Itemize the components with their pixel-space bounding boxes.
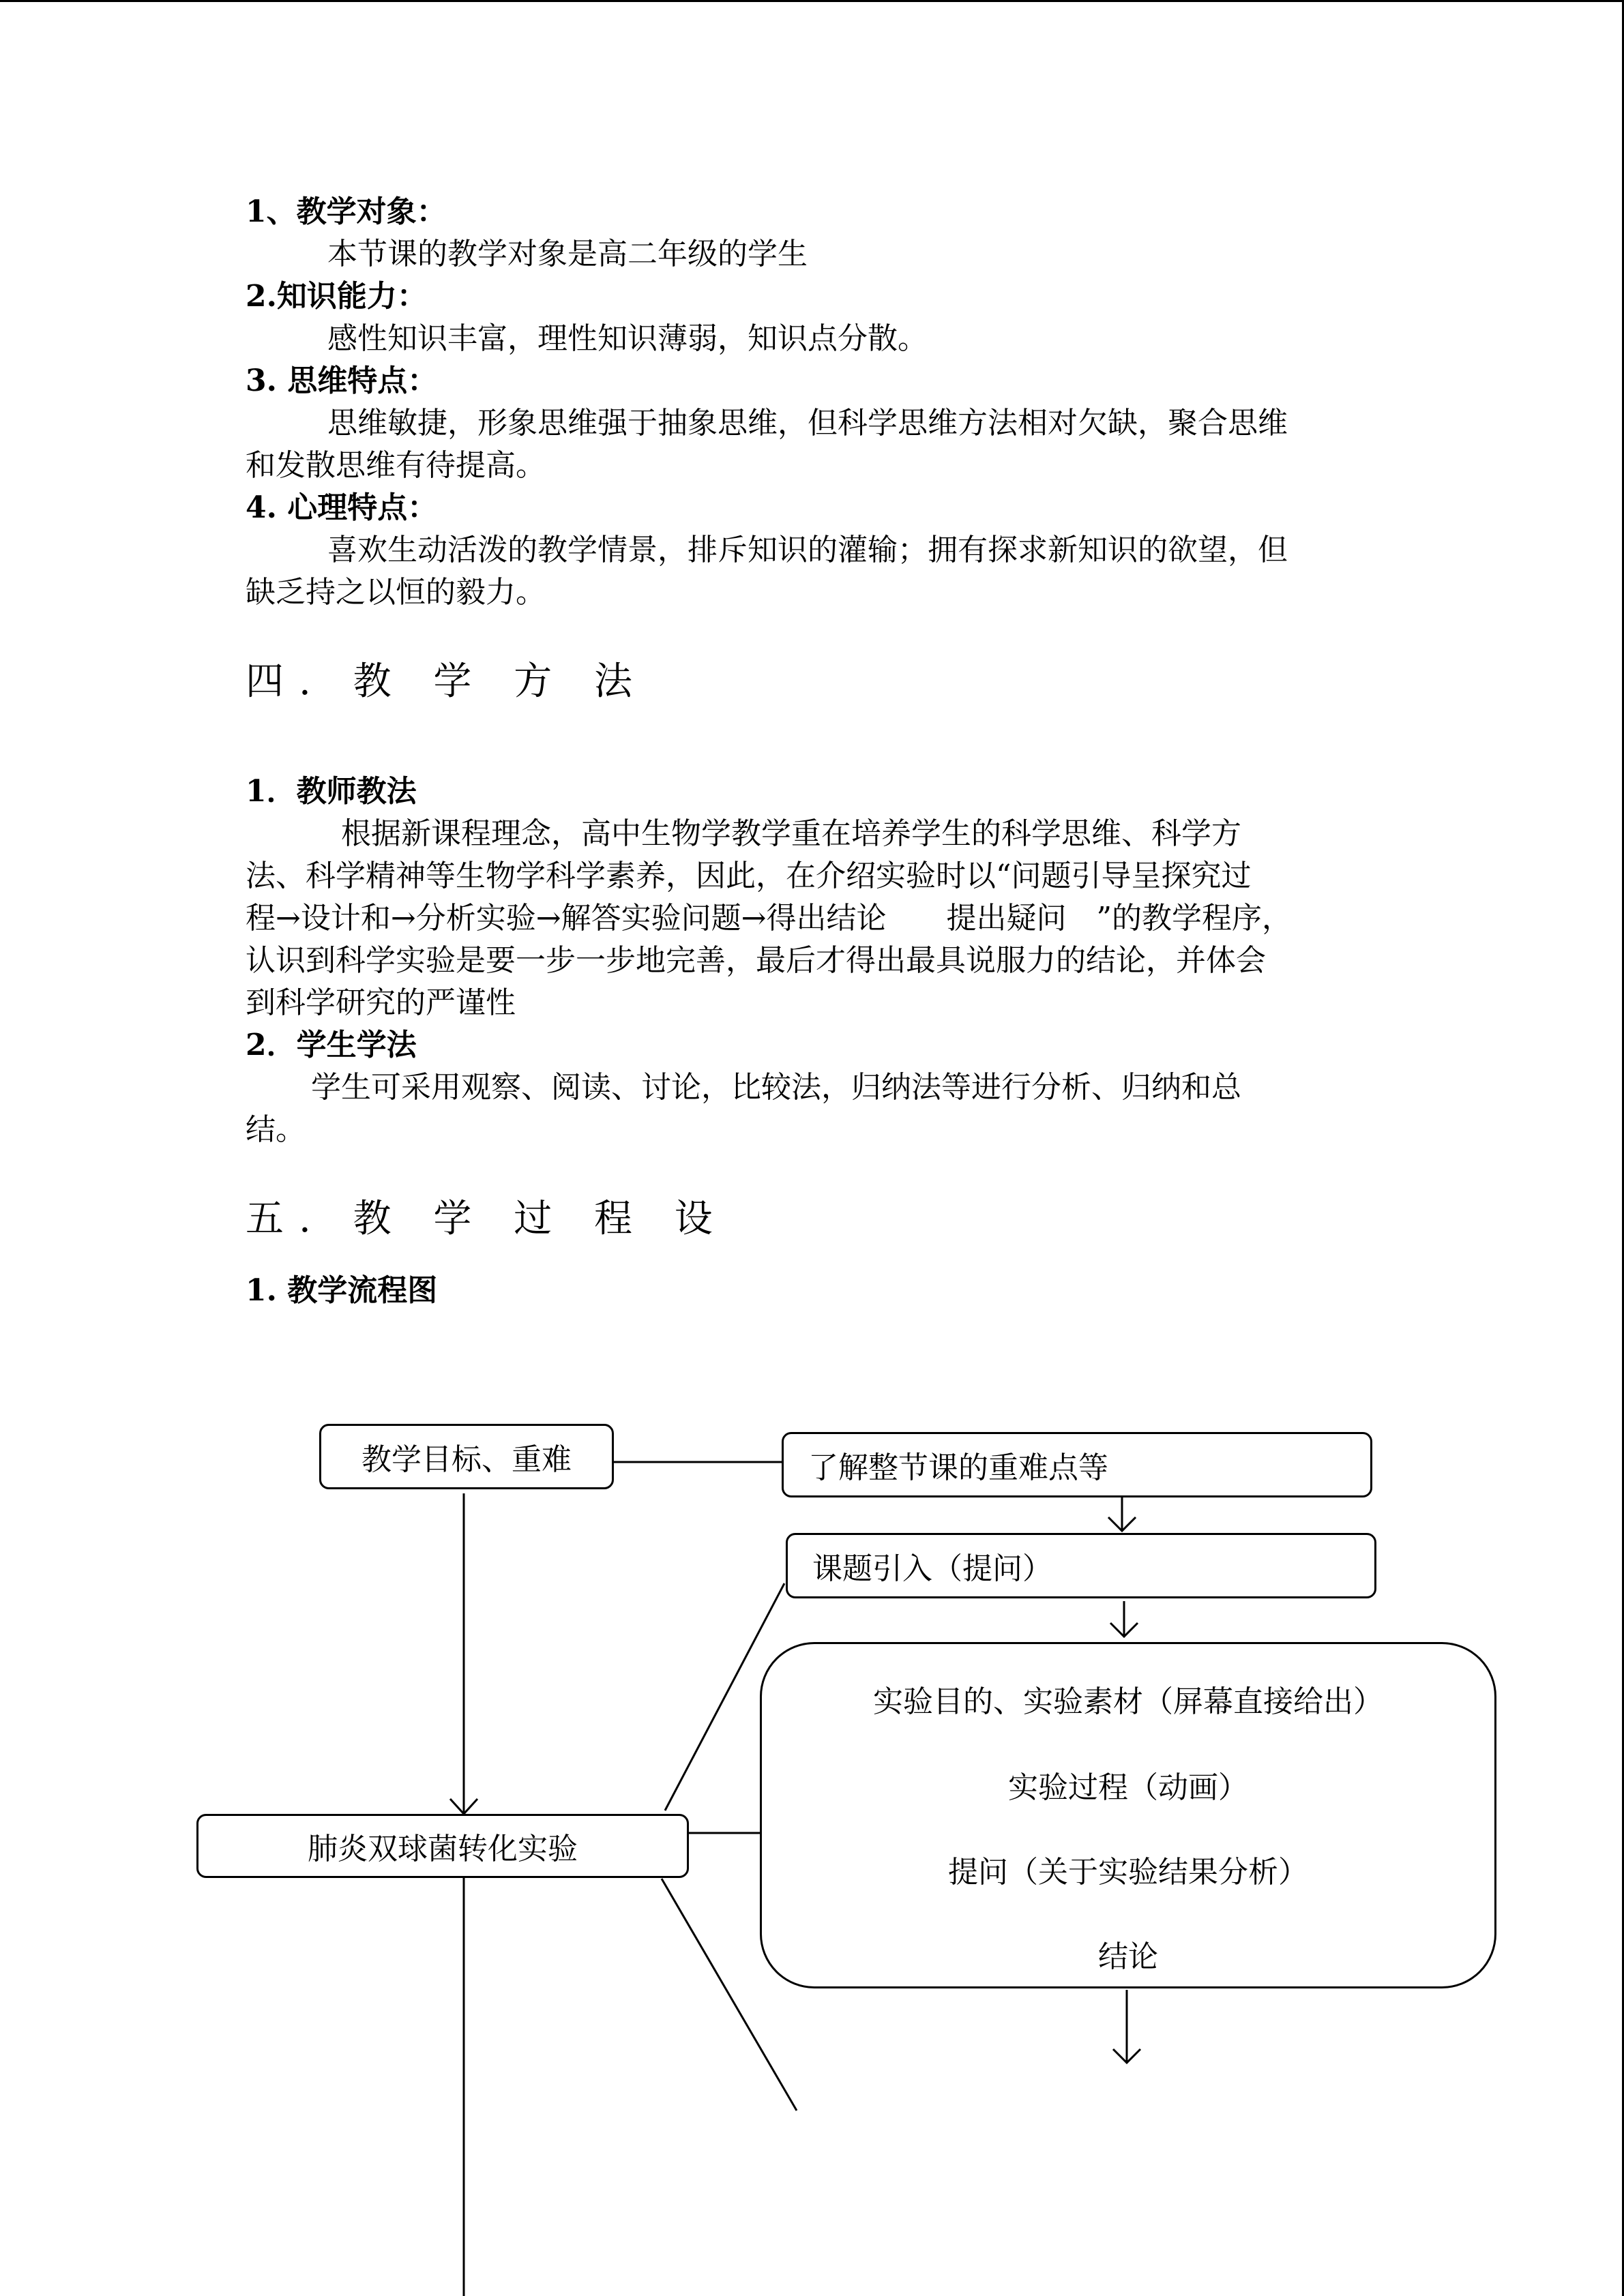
heading-teacher-method: 1．教师教法 [246, 774, 417, 809]
paragraph-teacher-method-line1: 根据新课程理念，高中生物学教学重在培养学生的科学思维、科学方 [341, 816, 1241, 851]
heading-teaching-object: 1、教学对象： [246, 194, 447, 229]
paragraph-thinking-traits-line1: 思维敏捷，形象思维强于抽象思维，但科学思维方法相对欠缺，聚合思维 [327, 406, 1288, 441]
heading-psychological-traits: 4. 心理特点： [246, 490, 438, 525]
heading-thinking-traits: 3. 思维特点： [246, 363, 438, 398]
paragraph-psychological-traits-line1: 喜欢生动活泼的教学情景，排斥知识的灌输；拥有探求新知识的欲望，但 [327, 533, 1288, 567]
paragraph-student-method-line1: 学生可采用观察、阅读、讨论，比较法，归纳法等进行分析、归纳和总 [311, 1070, 1241, 1105]
flow-detail-conclusion: 结论 [1098, 1939, 1158, 1974]
flow-detail-question: 提问（关于实验结果分析） [948, 1855, 1308, 1890]
paragraph-teacher-method-line5: 到科学研究的严谨性 [246, 985, 516, 1020]
section-title-teaching-methods: 四. 教 学 方 法 [246, 659, 648, 704]
flow-detail-purpose: 实验目的、实验素材（屏幕直接给出） [873, 1684, 1383, 1719]
section-title-teaching-process: 五. 教 学 过 程 设 [246, 1197, 728, 1241]
flow-box-goal: 教学目标、重难 [319, 1424, 614, 1489]
paragraph-teacher-method-line4: 认识到科学实验是要一步一步地完善，最后才得出最具说服力的结论，并体会 [246, 943, 1266, 978]
paragraph-teacher-method-line3: 程→设计和→分析实验→解答实验问题→得出结论 提出疑问 ”的教学程序， [246, 901, 1292, 936]
flow-box-intro: 课题引入（提问） [786, 1533, 1376, 1598]
flow-box-experiment-detail [760, 1642, 1496, 1988]
heading-student-method: 2．学生学法 [246, 1028, 417, 1062]
paragraph-psychological-traits-line2: 缺乏持之以恒的毅力。 [246, 575, 546, 610]
paragraph-teacher-method-line2: 法、科学精神等生物学科学素养，因此，在介绍实验时以“问题引导呈探究过 [246, 859, 1252, 893]
flow-box-understand: 了解整节课的重难点等 [782, 1432, 1372, 1497]
heading-knowledge-ability: 2.知识能力： [246, 279, 427, 314]
paragraph-knowledge-ability: 感性知识丰富，理性知识薄弱，知识点分散。 [327, 321, 928, 356]
flow-detail-process: 实验过程（动画） [1008, 1770, 1248, 1805]
flow-box-experiment: 肺炎双球菌转化实验 [196, 1814, 689, 1878]
paragraph-thinking-traits-line2: 和发散思维有待提高。 [246, 448, 546, 483]
heading-flowchart: 1. 教学流程图 [246, 1273, 438, 1308]
paragraph-student-method-line2: 结。 [246, 1112, 306, 1147]
paragraph-teaching-object: 本节课的教学对象是高二年级的学生 [327, 237, 808, 271]
